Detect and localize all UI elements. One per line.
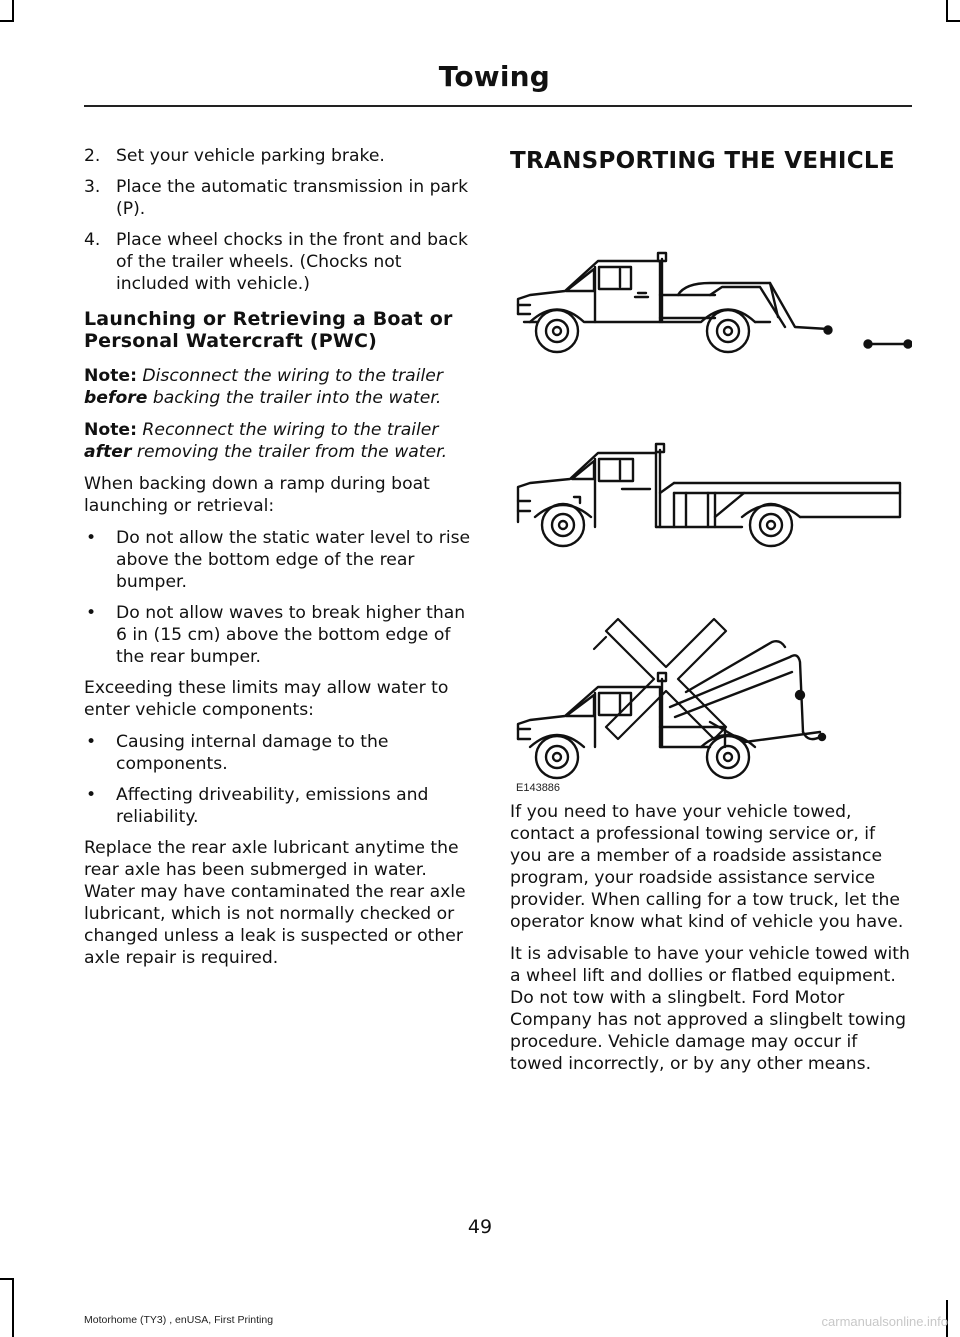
note-label: Note: xyxy=(84,366,137,386)
exceed-paragraph: Exceeding these limits may allow water to enter vehicle components: xyxy=(84,678,449,720)
note-text: backing the trailer into the water. xyxy=(152,388,442,408)
bullet-text: Affecting driveability, emissions and reliability. xyxy=(116,785,429,827)
page-title: Towing xyxy=(438,60,550,93)
right-column xyxy=(510,145,912,1085)
crop-mark xyxy=(946,20,960,22)
note-emphasis: before xyxy=(84,388,148,408)
header-divider xyxy=(84,105,912,107)
step-number: 4. xyxy=(84,230,101,250)
bullet-icon: • xyxy=(86,603,97,623)
page-number: 49 xyxy=(467,1216,493,1238)
step-number: 3. xyxy=(84,177,101,197)
step-text: Set your vehicle parking brake. xyxy=(116,146,385,166)
watermark: carmanualsonline.info xyxy=(821,1314,948,1329)
list-item xyxy=(84,229,476,295)
step-text: Place the automatic transmission in park (P). xyxy=(116,177,469,219)
bullet-icon: • xyxy=(86,785,97,805)
closing-paragraph: Replace the rear axle lubricant anytime the rear axle has been submerged in water. Water may have contaminated the rear axle lubricant, which is not normally checked or changed unless a leak is suspected or other axle repair is required. xyxy=(84,838,466,968)
towing-figure xyxy=(510,187,912,795)
towing-advice-paragraph: It is advisable to have your vehicle towed with a wheel lift and dollies or flatbed equipment. Do not tow with a slingbelt. Ford Motor Company has not approved a slingbelt towing procedure. Vehicle damage may occur if towed incorrectly, or by any other means. xyxy=(510,944,910,1074)
note-emphasis: after xyxy=(84,442,132,462)
towing-service-paragraph: If you need to have your vehicle towed, contact a professional towing service or, if you are a member of a roadside assistance program, your roadside assistance service provider. When calling for a tow truck, let the operator know what kind of vehicle you have. xyxy=(510,802,904,932)
wheel-lift-truck-icon xyxy=(518,253,912,352)
figure-code: E143886 xyxy=(516,782,561,794)
note-label: Note: xyxy=(84,420,137,440)
crop-mark xyxy=(12,0,14,22)
section-heading: TRANSPORTING THE VEHICLE xyxy=(510,148,895,174)
intro-paragraph: When backing down a ramp during boat launching or retrieval: xyxy=(84,474,430,516)
crop-mark xyxy=(12,1278,14,1337)
step-number: 2. xyxy=(84,146,101,166)
left-column xyxy=(84,145,476,979)
note-text: removing the trailer from the water. xyxy=(136,442,448,462)
list-item xyxy=(84,731,476,775)
note-disconnect xyxy=(84,365,476,409)
crop-mark xyxy=(0,1278,14,1280)
note-text: Disconnect the wiring to the trailer xyxy=(142,366,443,386)
list-item xyxy=(84,145,476,167)
footer-text: Motorhome (TY3) , enUSA, First Printing xyxy=(84,1314,274,1326)
bullet-icon: • xyxy=(86,732,97,752)
bullet-icon: • xyxy=(86,528,97,548)
crop-mark xyxy=(0,20,14,22)
bullet-text: Causing internal damage to the components. xyxy=(116,732,389,774)
list-item xyxy=(84,176,476,220)
flatbed-truck-icon xyxy=(518,444,900,546)
note-reconnect xyxy=(84,419,476,463)
step-text: Place wheel chocks in the front and back of the trailer wheels. (Chocks not included with vehicle.) xyxy=(116,230,468,294)
crop-mark xyxy=(946,0,948,22)
list-item xyxy=(84,784,476,828)
bullet-text: Do not allow waves to break higher than 6 in (15 cm) above the bottom edge of the rear bumper. xyxy=(116,603,466,667)
list-item xyxy=(84,602,476,668)
bullet-text: Do not allow the static water level to rise above the bottom edge of the rear bumper. xyxy=(116,528,471,592)
note-text: Reconnect the wiring to the trailer xyxy=(142,420,439,440)
list-item xyxy=(84,527,476,593)
section-subheading: Launching or Retrieving a Boat or Personal Watercraft (PWC) xyxy=(84,308,453,352)
